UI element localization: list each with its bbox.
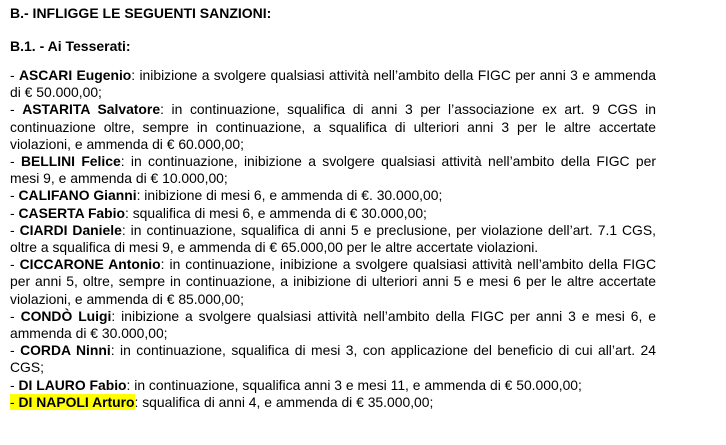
sanction-text: : in continuazione, inibizione a svolgere qualsiasi attività nell’ambito della FIGC per mesi 9, e ammenda di € 10.000,00; xyxy=(10,153,656,187)
person-name: CASERTA Fabio xyxy=(18,204,125,221)
highlight-mark xyxy=(10,394,135,410)
entry-dash: - xyxy=(10,256,20,273)
sanction-text: : squalifica di anni 4, e ammenda di € 35.000,00; xyxy=(134,393,434,410)
sanction-entry xyxy=(10,101,656,153)
person-name: BELLINI Felice xyxy=(20,153,121,170)
sanction-text: : in continuazione, inibizione a svolgere qualsiasi attività nell’ambito della FIGC per anni 5, oltre, sempre in continuazione, a inibizione di ulteriori anni 5 e mesi 6 per le altre accertate violazioni, e ammenda di € 85.000,00; xyxy=(10,256,656,307)
person-name: CICCARONE Antonio xyxy=(19,256,161,273)
person-name: ASCARI Eugenio xyxy=(18,67,132,83)
person-name: CIARDI Daniele xyxy=(19,221,122,238)
entry-dash: - xyxy=(10,187,19,204)
sanction-text: : in continuazione, squalifica di anni 5 e preclusione, per violazione dell’art. 7.1 CGS, oltre a squalifica di mesi 9, e ammenda di € 65.000,00 per le altre accertate violazioni. xyxy=(10,221,656,256)
entry-dash: - xyxy=(10,221,20,238)
sanction-entry xyxy=(10,67,656,101)
sanction-entry xyxy=(10,256,656,308)
sanction-entry xyxy=(10,222,656,256)
entry-dash: - xyxy=(10,204,19,221)
sanction-entry xyxy=(10,342,656,376)
person-name: DI LAURO Fabio xyxy=(18,376,127,393)
person-name: CALIFANO Gianni xyxy=(18,187,137,204)
sanction-entry xyxy=(10,187,656,204)
sanction-text: : inibizione a svolgere qualsiasi attività nell’ambito della FIGC per anni 3 e ammenda di € 50.000,00; xyxy=(10,67,656,101)
sanction-text: : inibizione a svolgere qualsiasi attività nell’ambito della FIGC per anni 3 e mesi 6, e ammenda di € 30.000,00; xyxy=(10,307,656,342)
person-name: ASTARITA Salvatore xyxy=(22,101,161,118)
sanction-text: : in continuazione, squalifica anni 3 e mesi 11, e ammenda di € 50.000,00; xyxy=(126,376,582,393)
sanction-text: : squalifica di mesi 6, e ammenda di € 30.000,00; xyxy=(125,204,427,221)
entry-dash: - xyxy=(10,342,21,359)
section-heading: B.- INFLIGGE LE SEGUENTI SANZIONI: xyxy=(10,5,272,21)
sanction-text: : in continuazione, squalifica di anni 3 per l’associazione ex art. 9 CGS in continuazione oltre, sempre in continuazione, a squalifica di ulteriori anni 3 per le altre accertate violazioni, e ammenda di € 60.000,00; xyxy=(10,101,656,152)
person-name: DI NAPOLI Arturo xyxy=(18,393,135,410)
person-name: CONDÒ Luigi xyxy=(20,307,112,324)
entry-dash: - xyxy=(10,101,23,118)
entry-dash: - xyxy=(10,67,19,83)
sanction-entry xyxy=(10,377,656,394)
entry-dash: - xyxy=(10,307,21,324)
sanction-entry xyxy=(10,308,656,342)
entry-dash: - xyxy=(10,376,19,393)
subsection-heading: B.1. - Ai Tesserati: xyxy=(10,38,131,54)
entry-dash: - xyxy=(10,393,19,410)
sanction-entry xyxy=(10,205,656,222)
sanction-entry-highlighted xyxy=(10,394,656,411)
entry-dash: - xyxy=(10,153,21,170)
sanction-text: : inibizione di mesi 6, e ammenda di €. 30.000,00; xyxy=(136,187,443,204)
person-name: CORDA Ninni xyxy=(20,342,111,359)
sanctions-list xyxy=(10,67,656,411)
sanction-text: : in continuazione, squalifica di mesi 3, con applicazione del beneficio di cui all’art. 24 CGS; xyxy=(10,342,656,376)
sanction-entry xyxy=(10,153,656,187)
